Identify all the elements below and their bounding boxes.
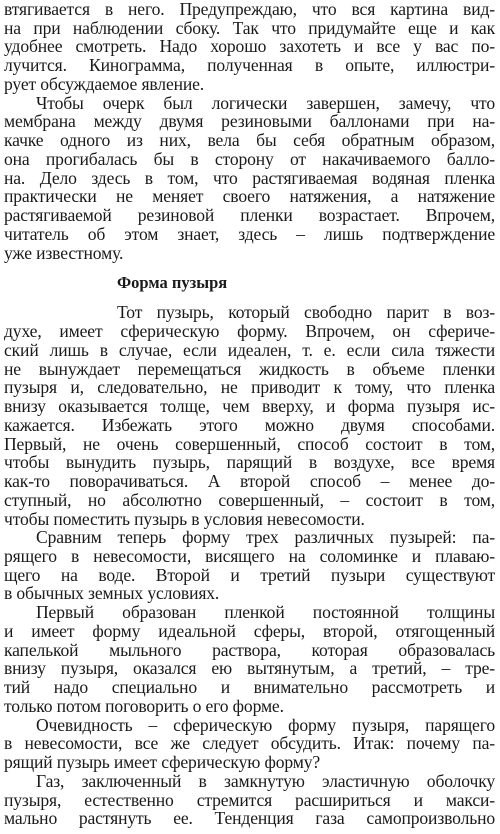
text-line: не вынуждает перемещаться жидкость в объеме пленки	[4, 358, 495, 379]
text-line: в обычных земных условиях.	[4, 583, 220, 604]
text-line: ский лишь в случае, если идеален, т. е. если сила тяжести	[4, 339, 495, 360]
text-line: практически не меняет своего натяжения, а натяжение	[4, 186, 495, 207]
text-line: духе, имеет сферическую форму. Впрочем, он сфериче-	[4, 321, 495, 342]
text-line: в невесомости, все же следует обсудить. Итак: почему па-	[4, 733, 495, 754]
text-line: рящий пузырь имеет сферическую форму?	[4, 752, 321, 773]
section-heading: Форма пузыря	[117, 272, 228, 292]
text-line: кажается. Избежать этого можно двумя способами.	[4, 414, 495, 435]
text-line: удобнее смотреть. Надо хорошо захотеть и все у вас по-	[4, 36, 495, 57]
text-line: растягиваемой резиновой пленки возрастает. Впрочем,	[4, 205, 495, 226]
text-line: Тот пузырь, который свободно парит в воз-	[117, 302, 495, 323]
text-line: чтобы вынудить пузырь, парящий в воздухе, все время	[4, 452, 495, 473]
text-line: как-то поворачиваться. А второй способ – менее до-	[4, 471, 495, 492]
text-line: внизу пузыря, оказался ею вытянутым, а третий, – тре-	[4, 658, 495, 679]
text-line: качке одного из них, вела бы себя обратным образом,	[4, 130, 495, 151]
text-line: мально растянуть ее. Тенденция газа самопроизвольно	[4, 808, 495, 829]
text-line: читатель об этом знает, здесь – лишь подтверждение	[4, 223, 495, 244]
text-line: на. Дело здесь в том, что растягиваемая водяная пленка	[4, 167, 495, 188]
text-line: мембрана между двумя резиновыми баллонами при на-	[4, 111, 495, 132]
text-line: пузыря и, следовательно, не приводит к тому, что пленка	[4, 377, 495, 398]
text-line: и имеет форму идеальной сферы, второй, отягощенный	[4, 620, 495, 641]
text-line: капелькой мыльного раствора, которая образовалась	[4, 639, 495, 660]
text-line: она прогибалась бы в сторону от накачиваемого балло-	[4, 148, 495, 169]
text-line: щего на воде. Второй и третий пузыри существуют	[4, 564, 495, 585]
text-line: тий надо специально и внимательно рассмотреть и	[4, 677, 495, 698]
text-line: Очевидность – сферическую форму пузыря, парящего	[36, 714, 495, 735]
text-line: лучится. Кинограмма, полученная в опыте, иллюстри-	[4, 55, 495, 76]
text-line: рует обсуждаемое явление.	[4, 73, 205, 94]
text-line: Чтобы очерк был логически завершен, замечу, что	[36, 92, 495, 113]
text-line: втягивается в него. Предупреждаю, что вся картина вид-	[4, 0, 495, 19]
text-line: на при наблюдении сбоку. Так что придумайте еще и как	[4, 17, 495, 38]
text-line: Сравним теперь форму трех различных пузырей: па-	[36, 527, 495, 548]
text-line: внизу оказывается толще, чем вверху, и форма пузыря ис-	[4, 396, 495, 417]
text-line: Первый, не очень совершенный, способ состоит в том,	[4, 433, 495, 454]
text-line: только потом поговорить о его форме.	[4, 695, 284, 716]
text-line: чтобы поместить пузырь в условия невесомости.	[4, 508, 365, 529]
text-line: рящего в невесомости, висящего на соломинке и плаваю-	[4, 546, 495, 566]
text-line: Газ, заключенный в замкнутую эластичную оболочку	[36, 770, 495, 791]
text-line: ступный, но абсолютно совершенный, – состоит в том,	[4, 489, 495, 510]
text-line: Первый образован пленкой постоянной толщины	[36, 602, 495, 623]
text-line: уже известному.	[4, 242, 124, 263]
text-line: пузыря, естественно стремится расшириться и макси-	[4, 789, 495, 810]
